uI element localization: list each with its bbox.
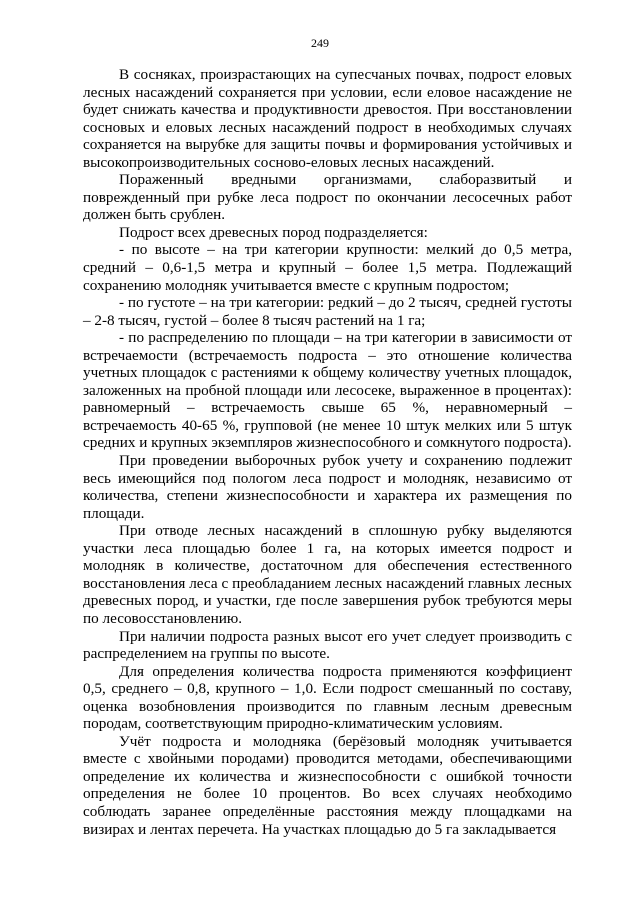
- paragraph: - по густоте – на три категории: редкий – до 2 тысяч, средней густоты – 2-8 тысяч, густой – более 8 тысяч растений на 1 га;: [83, 294, 572, 329]
- paragraph: Подрост всех древесных пород подразделяется:: [119, 223, 428, 241]
- paragraph: При отводе лесных насаждений в сплошную рубку выделяются участки леса площадью более 1 га, на которых имеется подрост и молодняк в количестве, достаточном для обеспечения естественного восстановления леса с преобладанием лесных насаждений главных лесных древесных пород, и участки, где после завершения рубок требуются меры по лесовосстановлению.: [83, 522, 572, 627]
- paragraph: - по высоте – на три категории крупности: мелкий до 0,5 метра, средний – 0,6-1,5 метра и крупный – более 1,5 метра. Подлежащий сохранению молодняк учитывается вместе с крупным подростом;: [83, 241, 572, 294]
- paragraph: - по распределению по площади – на три категории в зависимости от встречаемости (встречаемость подроста – это отношение количества учетных площадок с растениями к общему количеству учетных площадок, заложенных на пробной площади или лесосеке, выраженное в процентах): равномерный – встречаемость свыше 65 %, неравномерный – встречаемость 40-65 %, групповой (не менее 10 штук мелких или 5 штук средних и крупных экземпляров жизнеспособного и сомкнутого подроста).: [83, 329, 572, 452]
- paragraph: В сосняках, произрастающих на супесчаных почвах, подрост еловых лесных насаждений сохраняется при условии, если еловое насаждение не будет снижать качества и продуктивности древостоя. При восстановлении сосновых и еловых лесных насаждений подрост в необходимых случаях сохраняется на вырубке для защиты почвы и формирования устойчивых и высокопроизводительных сосново-еловых лесных насаждений.: [83, 66, 572, 171]
- paragraph: Для определения количества подроста применяются коэффициент 0,5, среднего – 0,8, крупного – 1,0. Если подрост смешанный по составу, оценка возобновления производится по главным лесным древесным породам, соответствующим природно-климатическим условиям.: [83, 662, 572, 733]
- paragraph: При наличии подроста разных высот его учет следует производить с распределением на группы по высоте.: [83, 627, 572, 663]
- paragraph: Учёт подроста и молодняка (берёзовый молодняк учитывается вместе с хвойными породами) проводится методами, обеспечивающими определение их количества и жизнеспособности с ошибкой точности определения не более 10 процентов. Во всех случаях необходимо соблюдать заранее определённые расстояния между площадками на визирах и лентах перечета. На участках площадью до 5 га закладывается: [83, 732, 572, 838]
- document-body: [83, 66, 572, 838]
- page-number: 249: [311, 36, 329, 50]
- paragraph: Пораженный вредными организмами, слаборазвитый и поврежденный при рубке леса подрост по окончании лесосечных работ должен быть срублен.: [83, 171, 572, 224]
- paragraph: При проведении выборочных рубок учету и сохранению подлежит весь имеющийся под пологом леса подрост и молодняк, независимо от количества, степени жизнеспособности и характера их размещения по площади.: [83, 452, 572, 522]
